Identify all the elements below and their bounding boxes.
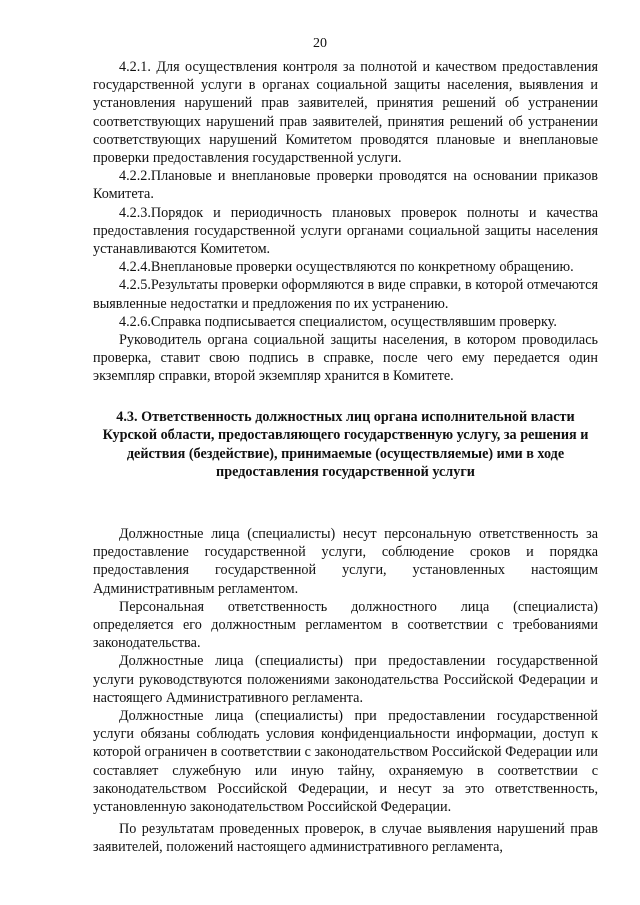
- paragraph-personal-responsibility: Должностные лица (специалисты) несут персональную ответственность за предоставление государственной услуги, соблюдение сроков и порядка предоставления государственной услуги, установленных настоящим Административным регламентом.: [93, 526, 598, 597]
- paragraph-job-regulation: Персональная ответственность должностного лица (специалиста) определяется его должностным регламентом в соответствии с требованиями законодательства.: [93, 598, 598, 652]
- paragraph-4-2-1: 4.2.1. Для осуществления контроля за полнотой и качеством предоставления государственной услуги в органах социальной защиты населения, выявления и установления нарушений прав заявителей, принятия решений об устранении соответствующих нарушений прав заявителей, принятия решений об устранении соответствующих нарушений Комитетом проводятся плановые и внеплановые проверки предоставления государственной услуги.: [93, 59, 598, 167]
- paragraph-4-2-4: 4.2.4.Внеплановые проверки осуществляются по конкретному обращению.: [119, 259, 574, 276]
- paragraph-4-2-3: 4.2.3.Порядок и периодичность плановых проверок полноты и качества предоставления государственной услуги органами социальной защиты населения устанавливаются Комитетом.: [93, 204, 598, 258]
- document-body: [93, 58, 598, 857]
- paragraph-head-signature: Руководитель органа социальной защиты населения, в котором проводилась проверка, ставит свою подпись в справке, после чего ему передается один экземпляр справки, второй экземпляр хранится в Комитете.: [93, 332, 598, 385]
- section-heading-4-3: 4.3. Ответственность должностных лиц органа исполнительной власти Курской области, предоставляющего государственную услугу, за решения и действия (бездействие), принимаемые (осуществляемые) ими в ходе предоставления государственной услуги: [102, 408, 589, 481]
- paragraph-confidentiality: Должностные лица (специалисты) при предоставлении государственной услуги обязаны соблюдать условия конфиденциальности информации, доступ к которой ограничен в соответствии с законодательством Российской Федерации или составляет служебную или иную тайну, охраняемую в соответствии с законодательством Российской Федерации, и несут за это ответственность, установленную законодательством Российской Федерации.: [93, 708, 598, 816]
- paragraph-4-2-5: 4.2.5.Результаты проверки оформляются в виде справки, в которой отмечаются выявленные недостатки и предложения по их устранению.: [93, 277, 598, 312]
- paragraph-4-2-2: 4.2.2.Плановые и внеплановые проверки проводятся на основании приказов Комитета.: [93, 168, 598, 203]
- paragraph-inspection-results: По результатам проведенных проверок, в случае выявления нарушений прав заявителей, положений настоящего административного регламента,: [93, 821, 598, 856]
- paragraph-legislation-guidance: Должностные лица (специалисты) при предоставлении государственной услуги руководствуются положениями законодательства Российской Федерации и настоящего Административного регламента.: [93, 653, 598, 706]
- page-number: 20: [313, 36, 327, 51]
- paragraph-4-2-6: 4.2.6.Справка подписывается специалистом, осуществлявшим проверку.: [119, 313, 557, 330]
